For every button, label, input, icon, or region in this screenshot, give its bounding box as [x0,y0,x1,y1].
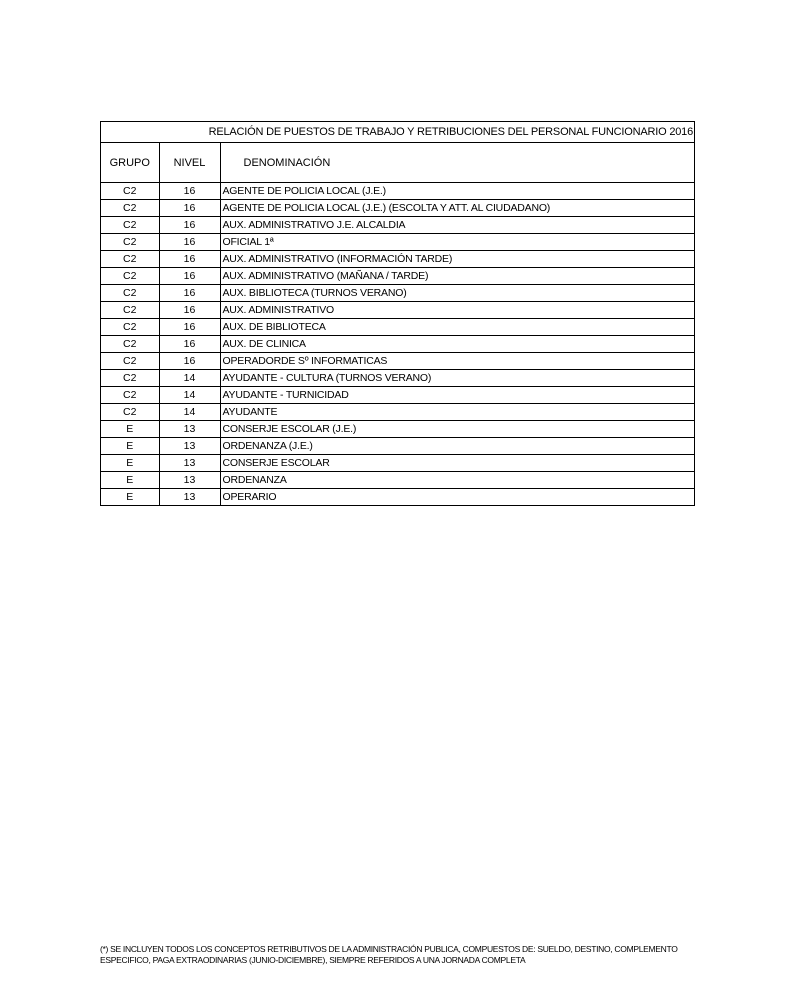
cell-denominacion: OPERARIO [222,491,277,503]
cell-nivel: 16 [159,217,220,234]
cell-grupo: E [101,438,159,455]
cell-grupo: C2 [101,302,159,319]
table-row [101,370,694,387]
table-title: RELACIÓN DE PUESTOS DE TRABAJO Y RETRIBUCIONES DEL PERSONAL FUNCIONARIO 2016 [101,122,694,143]
table-row [101,489,694,506]
footnote [100,944,700,966]
header-denominacion: DENOMINACIÓN [220,143,694,183]
cell-denominacion: ORDENANZA [220,472,694,489]
cell-grupo: E [101,472,159,489]
cell-denominacion: OFICIAL 1ª [220,234,694,251]
footnote-line-2: ESPECIFICO, PAGA EXTRAODINARIAS (JUNIO-DICIEMBRE), SIEMPRE REFERIDOS A UNA JORNADA COMPLETA [100,955,526,965]
cell-grupo: C2 [101,387,159,404]
cell-nivel: 14 [159,404,220,421]
table-row [101,421,694,438]
table-body [101,183,694,506]
table-row [101,268,694,285]
cell-denominacion: AYUDANTE - TURNICIDAD [220,387,694,404]
cell-grupo: E [101,455,159,472]
cell-grupo: C2 [101,234,159,251]
cell-grupo: C2 [101,285,159,302]
cell-grupo: C2 [101,217,159,234]
cell-nivel: 16 [159,336,220,353]
cell-grupo: C2 [101,200,159,217]
table-row [101,404,694,421]
cell-nivel: 13 [159,421,220,438]
table-row [101,319,694,336]
table-row [101,353,694,370]
cell-denominacion: AUX. ADMINISTRATIVO [220,302,694,319]
cell-grupo: E [101,489,159,506]
cell-nivel: 16 [159,183,220,200]
cell-nivel: 14 [159,387,220,404]
cell-denominacion: AUX. ADMINISTRATIVO (INFORMACIÓN TARDE) [220,251,694,268]
cell-denominacion: AUX. ADMINISTRATIVO (MAÑANA / TARDE) [220,268,694,285]
table-row [101,285,694,302]
cell-denominacion: AUX. ADMINISTRATIVO J.E. ALCALDIA [220,217,694,234]
table-row [101,302,694,319]
personnel-table [100,121,695,506]
table-row [101,455,694,472]
cell-denominacion: AUX. DE CLINICA [220,336,694,353]
table-row [101,200,694,217]
cell-denominacion: AGENTE DE POLICIA LOCAL (J.E.) [220,183,694,200]
table-row [101,472,694,489]
cell-denominacion: AUX. BIBLIOTECA (TURNOS VERANO) [220,285,694,302]
cell-nivel: 16 [159,268,220,285]
cell-nivel: 16 [159,319,220,336]
cell-denominacion: ORDENANZA (J.E.) [220,438,694,455]
positions-table [101,143,694,505]
cell-denominacion: AGENTE DE POLICIA LOCAL (J.E.) (ESCOLTA Y ATT. AL CIUDADANO) [220,200,694,217]
table-row [101,234,694,251]
cell-nivel: 13 [159,438,220,455]
cell-denominacion: AYUDANTE [220,404,694,421]
cell-grupo: C2 [101,370,159,387]
cell-nivel: 16 [159,234,220,251]
footnote-line-1: (*) SE INCLUYEN TODOS LOS CONCEPTOS RETRIBUTIVOS DE LA ADMINISTRACIÓN PUBLICA, COMPUESTOS DE: SUELDO, DESTINO, COMPLEMENTO [100,944,678,954]
cell-denominacion: CONSERJE ESCOLAR (J.E.) [220,421,694,438]
cell-grupo: C2 [101,319,159,336]
cell-nivel: 13 [159,489,220,506]
cell-denominacion: AYUDANTE - CULTURA (TURNOS VERANO) [220,370,694,387]
cell-denominacion: OPERADORDE Sº INFORMATICAS [220,353,694,370]
cell-grupo: C2 [101,251,159,268]
header-row [101,143,694,183]
table-row [101,217,694,234]
table-row [101,251,694,268]
cell-grupo: C2 [101,183,159,200]
cell-nivel: 13 [159,472,220,489]
table-row [101,183,694,200]
cell-nivel: 16 [159,251,220,268]
cell-grupo: C2 [101,268,159,285]
header-nivel: NIVEL [159,143,220,183]
cell-grupo: C2 [101,353,159,370]
table-row [101,387,694,404]
cell-denominacion: CONSERJE ESCOLAR [220,455,694,472]
cell-nivel: 16 [159,302,220,319]
cell-nivel: 16 [159,353,220,370]
cell-nivel: 16 [159,200,220,217]
cell-nivel: 16 [159,285,220,302]
table-row [101,336,694,353]
cell-nivel: 13 [159,455,220,472]
cell-denominacion: AUX. DE BIBLIOTECA [220,319,694,336]
cell-grupo: C2 [101,404,159,421]
cell-grupo: C2 [101,336,159,353]
cell-grupo: E [101,421,159,438]
cell-nivel: 14 [159,370,220,387]
header-grupo: GRUPO [101,143,159,183]
table-row [101,438,694,455]
